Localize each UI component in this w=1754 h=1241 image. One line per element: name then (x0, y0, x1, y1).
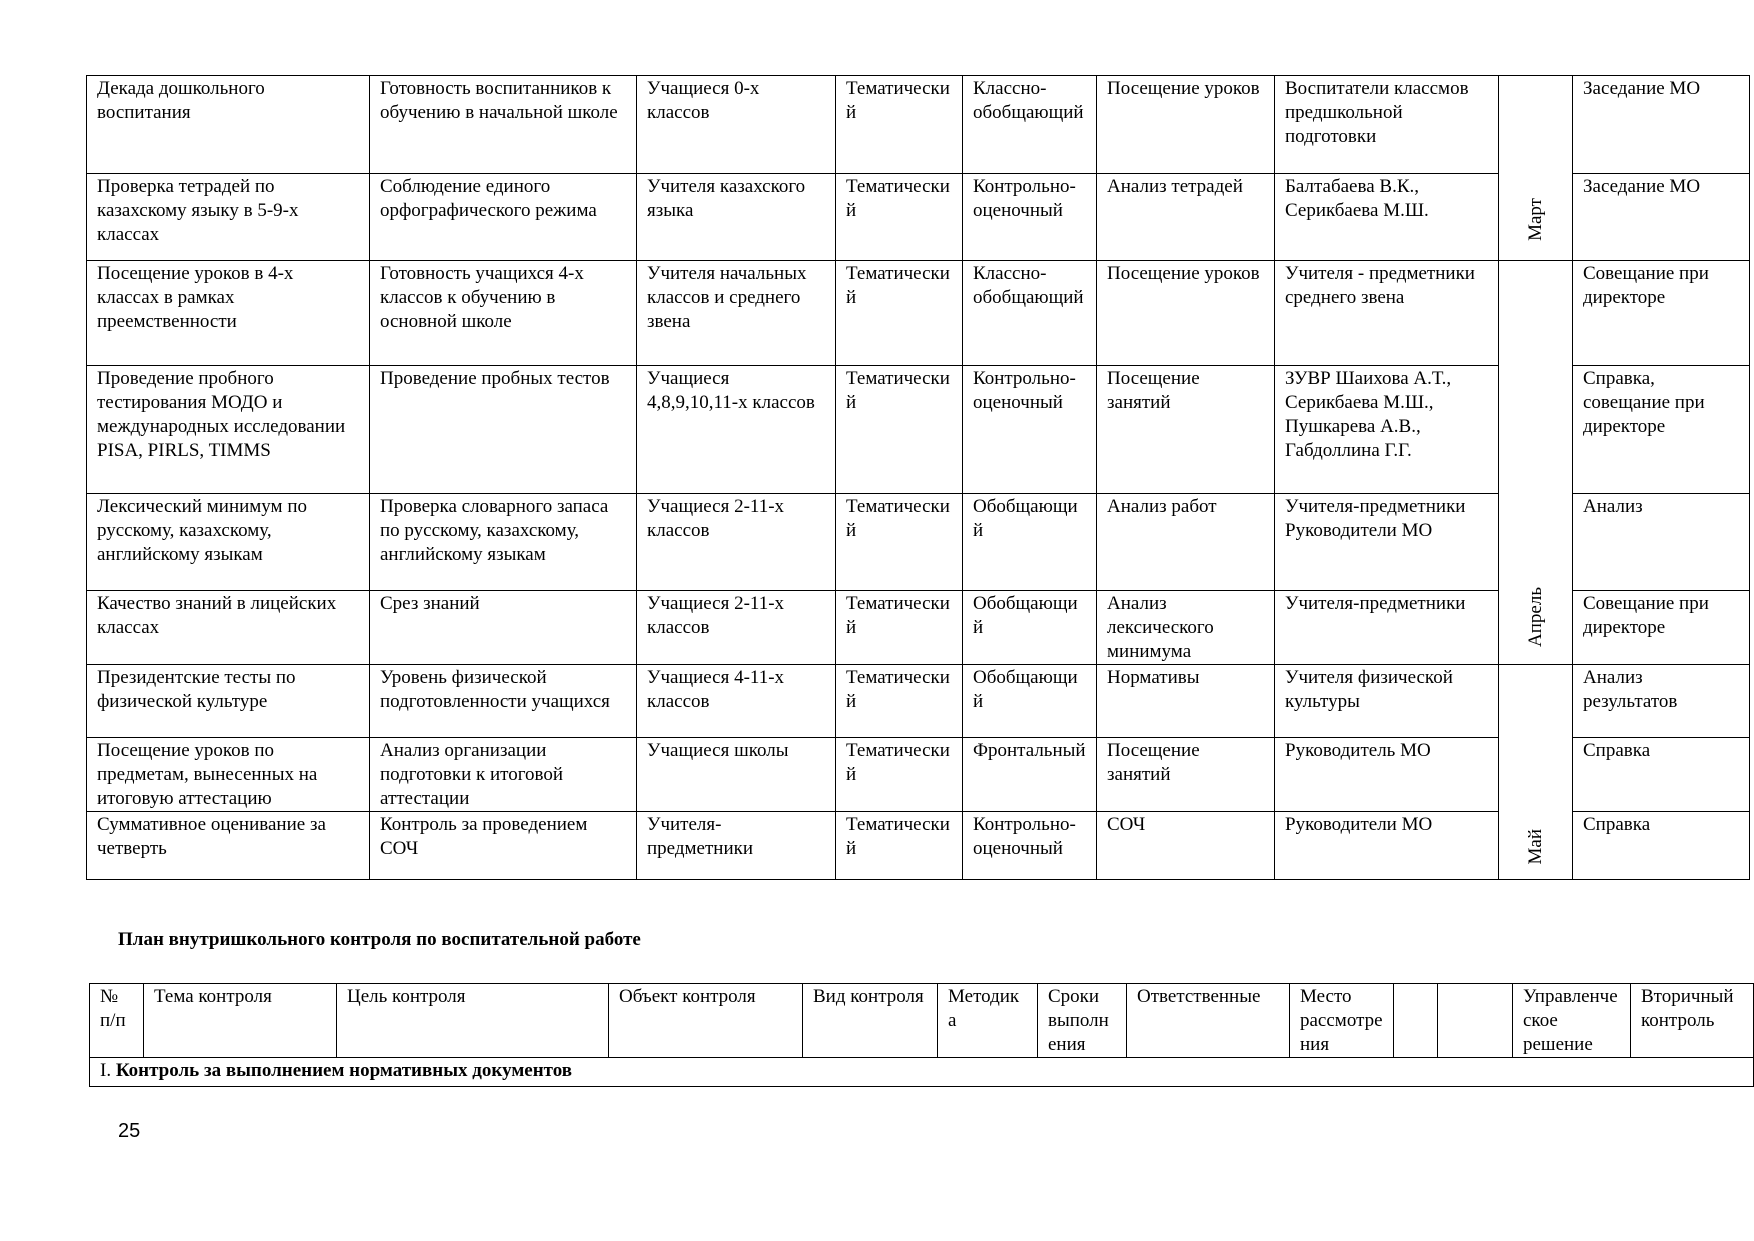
cell-form: Классно-обобщающий (963, 261, 1097, 366)
cell-type: Тематический (836, 174, 963, 261)
month-cell-may (1499, 665, 1573, 880)
cell-type: Тематический (836, 494, 963, 591)
cell-goal: Проведение пробных тестов (370, 366, 637, 494)
cell-form: Контрольно-оценочный (963, 366, 1097, 494)
cell-method: Посещение занятий (1097, 738, 1275, 812)
cell-object: Учащиеся 2-11-х классов (637, 494, 836, 591)
cell-responsible: Учителя-предметники (1275, 591, 1499, 665)
cell-object: Учителя-предметники (637, 812, 836, 880)
table-row (87, 665, 1750, 738)
cell-result: Совещание при директоре (1573, 591, 1750, 665)
cell-responsible: Учителя физической культуры (1275, 665, 1499, 738)
header-type: Вид контроля (803, 984, 938, 1058)
cell-topic: Декада дошкольного воспитания (87, 76, 370, 174)
cell-goal: Соблюдение единого орфографического режима (370, 174, 637, 261)
cell-result: Заседание МО (1573, 174, 1750, 261)
page-number: 25 (118, 1120, 141, 1142)
cell-form: Обобщающий (963, 665, 1097, 738)
cell-responsible: ЗУВР Шаихова А.Т., Серикбаева М.Ш., Пушкарева А.В., Габдоллина Г.Г. (1275, 366, 1499, 494)
cell-responsible: Воспитатели классмов предшкольной подготовки (1275, 76, 1499, 174)
header-empty-1 (1394, 984, 1438, 1058)
section-roman: I. (100, 1060, 112, 1081)
cell-form: Контрольно-оценочный (963, 174, 1097, 261)
cell-form: Фронтальный (963, 738, 1097, 812)
cell-form: Обобщающий (963, 591, 1097, 665)
header-goal: Цель контроля (337, 984, 609, 1058)
month-cell-mart (1499, 76, 1573, 261)
cell-result: Совещание при директоре (1573, 261, 1750, 366)
cell-object: Учителя казахского языка (637, 174, 836, 261)
plan-table (89, 983, 1754, 1087)
table-row (87, 261, 1750, 366)
cell-topic: Суммативное оценивание за четверть (87, 812, 370, 880)
cell-object: Учащиеся школы (637, 738, 836, 812)
cell-responsible: Учителя - предметники среднего звена (1275, 261, 1499, 366)
header-secondary: Вторичный контроль (1631, 984, 1754, 1058)
plan-section-cell (90, 1058, 1754, 1087)
cell-goal: Проверка словарного запаса по русскому, казахскому, английскому языкам (370, 494, 637, 591)
cell-form: Контрольно-оценочный (963, 812, 1097, 880)
cell-responsible: Руководитель МО (1275, 738, 1499, 812)
cell-type: Тематический (836, 812, 963, 880)
cell-object: Учащиеся 4-11-х классов (637, 665, 836, 738)
cell-goal: Уровень физической подготовленности учащихся (370, 665, 637, 738)
header-terms: Сроки выполнения (1038, 984, 1127, 1058)
cell-result: Анализ (1573, 494, 1750, 591)
cell-topic: Президентские тесты по физической культуре (87, 665, 370, 738)
cell-responsible: Руководители МО (1275, 812, 1499, 880)
cell-method: Посещение занятий (1097, 366, 1275, 494)
cell-method: Анализ работ (1097, 494, 1275, 591)
section-title: План внутришкольного контроля по воспитательной работе (118, 929, 641, 950)
header-empty-2 (1438, 984, 1513, 1058)
plan-header-row (90, 984, 1754, 1058)
cell-form: Классно-обобщающий (963, 76, 1097, 174)
header-place: Место рассмотрения (1290, 984, 1394, 1058)
cell-object: Учащиеся 4,8,9,10,11-х классов (637, 366, 836, 494)
plan-section-row (90, 1058, 1754, 1087)
inspection-table (86, 75, 1750, 880)
cell-goal: Анализ организации подготовки к итоговой аттестации (370, 738, 637, 812)
cell-topic: Проведение пробного тестирования МОДО и международных исследовании PISA, PIRLS, TIMMS (87, 366, 370, 494)
cell-type: Тематический (836, 738, 963, 812)
month-label: Май (1524, 828, 1546, 864)
header-responsible: Ответственные (1127, 984, 1290, 1058)
cell-result: Справка (1573, 812, 1750, 880)
cell-method: СОЧ (1097, 812, 1275, 880)
cell-topic: Посещение уроков по предметам, вынесенных на итоговую аттестацию (87, 738, 370, 812)
cell-goal: Готовность учащихся 4-х классов к обучению в основной школе (370, 261, 637, 366)
month-label: Март (1524, 198, 1546, 241)
cell-method: Анализ тетрадей (1097, 174, 1275, 261)
month-label: Апрель (1524, 587, 1546, 647)
header-object: Объект контроля (609, 984, 803, 1058)
cell-type: Тематический (836, 366, 963, 494)
cell-form: Обобщающий (963, 494, 1097, 591)
cell-goal: Контроль за проведением СОЧ (370, 812, 637, 880)
header-num: № п/п (90, 984, 144, 1058)
cell-topic: Лексический минимум по русскому, казахскому, английскому языкам (87, 494, 370, 591)
table-row (87, 76, 1750, 174)
cell-result: Справка (1573, 738, 1750, 812)
cell-method: Анализ лексического минимума (1097, 591, 1275, 665)
cell-topic: Посещение уроков в 4-х классах в рамках преемственности (87, 261, 370, 366)
cell-type: Тематический (836, 591, 963, 665)
cell-method: Посещение уроков (1097, 261, 1275, 366)
section-heading: Контроль за выполнением нормативных документов (115, 1060, 573, 1081)
cell-type: Тематический (836, 261, 963, 366)
month-cell-aprel (1499, 261, 1573, 665)
cell-responsible: Балтабаева В.К., Серикбаева М.Ш. (1275, 174, 1499, 261)
header-decision: Управленческое решение (1513, 984, 1631, 1058)
cell-result: Анализ результатов (1573, 665, 1750, 738)
cell-goal: Готовность воспитанников к обучению в начальной школе (370, 76, 637, 174)
cell-topic: Качество знаний в лицейских классах (87, 591, 370, 665)
cell-result: Справка, совещание при директоре (1573, 366, 1750, 494)
cell-object: Учителя начальных классов и среднего звена (637, 261, 836, 366)
cell-type: Тематический (836, 76, 963, 174)
cell-topic: Проверка тетрадей по казахскому языку в 5-9-х классах (87, 174, 370, 261)
header-method: Методика (938, 984, 1038, 1058)
cell-result: Заседание МО (1573, 76, 1750, 174)
cell-method: Посещение уроков (1097, 76, 1275, 174)
cell-responsible: Учителя-предметники Руководители МО (1275, 494, 1499, 591)
cell-type: Тематический (836, 665, 963, 738)
cell-goal: Срез знаний (370, 591, 637, 665)
cell-object: Учащиеся 2-11-х классов (637, 591, 836, 665)
cell-method: Нормативы (1097, 665, 1275, 738)
header-theme: Тема контроля (144, 984, 337, 1058)
cell-object: Учащиеся 0-х классов (637, 76, 836, 174)
